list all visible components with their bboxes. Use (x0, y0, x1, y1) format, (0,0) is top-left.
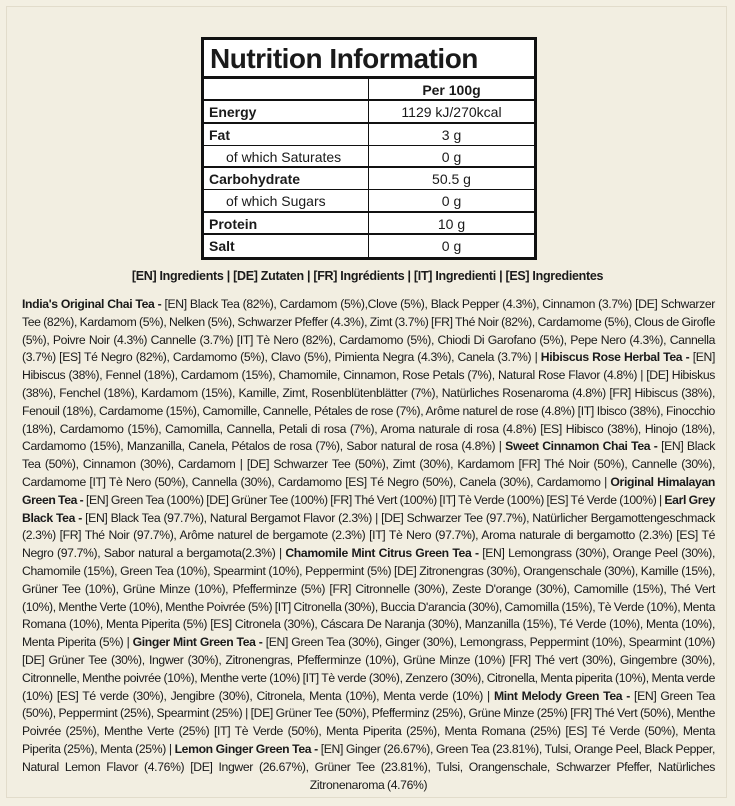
nutrient-name: Fat (204, 124, 369, 145)
nutrition-column-header: Per 100g (422, 82, 481, 98)
nutrient-value: 3 g (441, 126, 462, 143)
product-name: Mint Melody Green Tea - (493, 688, 635, 703)
nutrient-value: 0 g (441, 148, 462, 165)
product-ingredients: [EN] Green Tea (100%) [DE] Grüner Tee (100%) [FR] Thé Vert (100%) [IT] Tè Verde (100%) [ES] Té Verde (100%) | (85, 492, 665, 507)
nutrient-name: Energy (204, 101, 369, 121)
product-ingredients: [EN] Hibiscus (38%), Fennel (18%), Cardamom (15%), Chamomile, Cinnamon, Rose Petals (7%), Natural Rose Flavor (4.8%) | [DE] Hibiskus (38%), Fenchel (18%), Kardamom (15%), Kamille, Zimt, Rosenblütenblätter (7%), Natürliches Rosenaroma (4.8%) [FR] Hibiscus (38%), Fenouil (18%), Cardamome (15%), Camomille, Cannelle, Pétales de rose (7%), Arôme naturel de rose (4.8%) [IT] Ibisco (38%), Finocchio (18%), Cardamomo (15%), Camomilla, Cannella, Petali di rosa (7%), Aroma naturale di rosa (4.8%) [ES] Hibisco (38%), Hinojo (18%), Cardamomo (15%), Manzanilla, Canela, Pétalos de rosa (7%), Sabor natural de rosa (4.8%) | (22, 350, 715, 454)
nutrient-name: of which Sugars (204, 190, 369, 210)
product-ingredients: [EN] Green Tea (50%), Peppermint (25%), Spearmint (25%) | [DE] Grüner Tee (50%), Pfefferminz (25%), Grüne Minze (25%) [FR] Thé Vert (50%), Menthe Poivrée (25%), Menthe Verte (25%) [IT] Tè Verde (50%), Menta Piperita (25%), Menta Romana (25%) [ES] Té Verde (50%), Menta Piperita (25%), Menta (25%) | (22, 688, 715, 756)
product-ingredients: [EN] Black Tea (97.7%), Natural Bergamot Flavor (2.3%) | [DE] Schwarzer Tee (97.7%), Natürlicher Bergamottengeschmack (2.3%) [FR] Thé Noir (97.7%), Arôme naturel de bergamote (2.3%) [IT] Tè Nero (97.7%), Aroma naturale di bergamotto (2.3%) [ES] Té Negro (97.7%), Sabor natural a bergamota(2.3%) | (22, 510, 715, 561)
nutrition-row-saturates (204, 146, 534, 168)
nutrition-row-protein (204, 213, 534, 235)
nutrient-value: 0 g (441, 193, 462, 210)
nutrition-row-sugars (204, 190, 534, 212)
nutrient-value: 1129 kJ/270kcal (401, 104, 502, 121)
nutrient-name: of which Saturates (204, 146, 369, 166)
nutrient-name: Protein (204, 213, 369, 233)
product-ingredients: [EN] Black Tea (82%), Cardamom (5%),Clove (5%), Black Pepper (4.3%), Cinnamon (3.7%) [DE] Schwarzer Tee (82%), Kardamom (5%), Nelken (5%), Schwarzer Pfeffer (4.3%), Zimt (3.7%) [FR] Thé Noir (82%), Cardamome (5%), Clous de Girofle (5%), Poivre Noir (4.3%) Cannelle (3.7%) [IT] Tè Nero (82%), Cardamomo (5%), Chiodi Di Garofano (5%), Pepe Nero (4.3%), Cannella (3.7%) [ES] Té Negro (82%), Cardamomo (5%), Clavo (5%), Pimienta Negra (4.3%), Canela (3.7%) | (22, 297, 716, 365)
nutrition-row-carbohydrate (204, 168, 534, 190)
nutrient-value: 0 g (441, 238, 462, 255)
nutrient-name: Carbohydrate (204, 168, 369, 189)
nutrient-value: 50.5 g (432, 171, 471, 188)
ingredients-language-heading: [EN] Ingredients | [DE] Zutaten | [FR] Ingrédients | [IT] Ingredienti | [ES] Ingredientes (131, 269, 604, 283)
product-ingredients: [EN] Green Tea (30%), Ginger (30%), Lemongrass, Peppermint (10%), Spearmint (10%) [DE] Grüner Tee (30%), Ingwer (30%), Zitronengras, Pfefferminze (10%), Grüne Minze (10%) [FR] Thé vert (30%), Gingembre (30%), Citronnelle, Menthe poivrée (10%), Menthe verte (10%) [IT] Tè verde (30%), Zenzero (30%), Citronella, Menta piperita (10%), Menta verde (10%) [ES] Té verde (30%), Jengibre (30%), Citronela, Menta (10%), Menta verde (10%) | (22, 635, 715, 703)
product-name: India's Original Chai Tea - (22, 297, 165, 311)
product-name: Chamomile Mint Citrus Green Tea - (285, 546, 483, 561)
nutrition-row-fat (204, 124, 534, 146)
nutrition-table (201, 37, 537, 260)
product-name: Lemon Ginger Green Tea - (174, 741, 321, 756)
product-name: Ginger Mint Green Tea - (132, 635, 266, 650)
product-name: Earl Grey Black Tea - (22, 492, 715, 525)
nutrition-header-blank (204, 79, 369, 99)
product-name: Sweet Cinnamon Chai Tea - (505, 439, 662, 454)
nutrition-title: Nutrition Information (204, 40, 534, 79)
nutrition-row-salt (204, 235, 534, 257)
product-ingredients: [EN] Lemongrass (30%), Orange Peel (30%), Chamomile (15%), Green Tea (10%), Spearmint (10%), Peppermint (5%) [DE] Zitronengras (30%), Orangenschale (30%), Kamille (15%), Grüner Tee (10%), Grüne Minze (10%), Pfefferminze (5%) [FR] Citronnelle (30%), Zeste D'orange (30%), Camomille (15%), Thé Vert (10%), Menthe Verte (10%), Menthe Poivrée (5%) [IT] Citronella (30%), Buccia D'arancia (30%), Camomilla (15%), Tè Verde (10%), Menta Romana (10%), Menta Piperita (5%) [ES] Citronela (30%), Cáscara De Naranja (30%), Manzanilla (15%), Té Verde (10%), Menta (10%), Menta Piperita (5%) | (22, 546, 716, 650)
product-ingredients: [EN] Black Tea (50%), Cinnamon (30%), Cardamom | [DE] Schwarzer Tee (50%), Zimt (30%), Kardamom [FR] Thé Noir (50%), Cannelle (30%), Cardamome [IT] Tè Nero (50%), Cannella (30%), Cardamomo [ES] Té Negro (50%), Canela (30%), Cardamomo | (22, 439, 715, 489)
nutrition-header-row (204, 79, 534, 101)
ingredients-text (22, 296, 715, 794)
product-ingredients: [EN] Ginger (26.67%), Green Tea (23.81%), Tulsi, Orange Peel, Black Pepper, Natural Lemon Flavor (4.76%) [DE] Ingwer (26.67%), Grüner Tee (23.81%), Tulsi, Orangenschale, Schwarzer Pfeffer, Natürliches Zitronenaroma (4.76%) (22, 741, 715, 792)
nutrition-row-energy (204, 101, 534, 123)
nutrient-value: 10 g (437, 215, 466, 232)
nutrient-name: Salt (204, 235, 369, 257)
label-panel (6, 6, 727, 798)
product-name: Original Himalayan Green Tea - (22, 474, 715, 507)
product-name: Hibiscus Rose Herbal Tea - (540, 350, 693, 365)
